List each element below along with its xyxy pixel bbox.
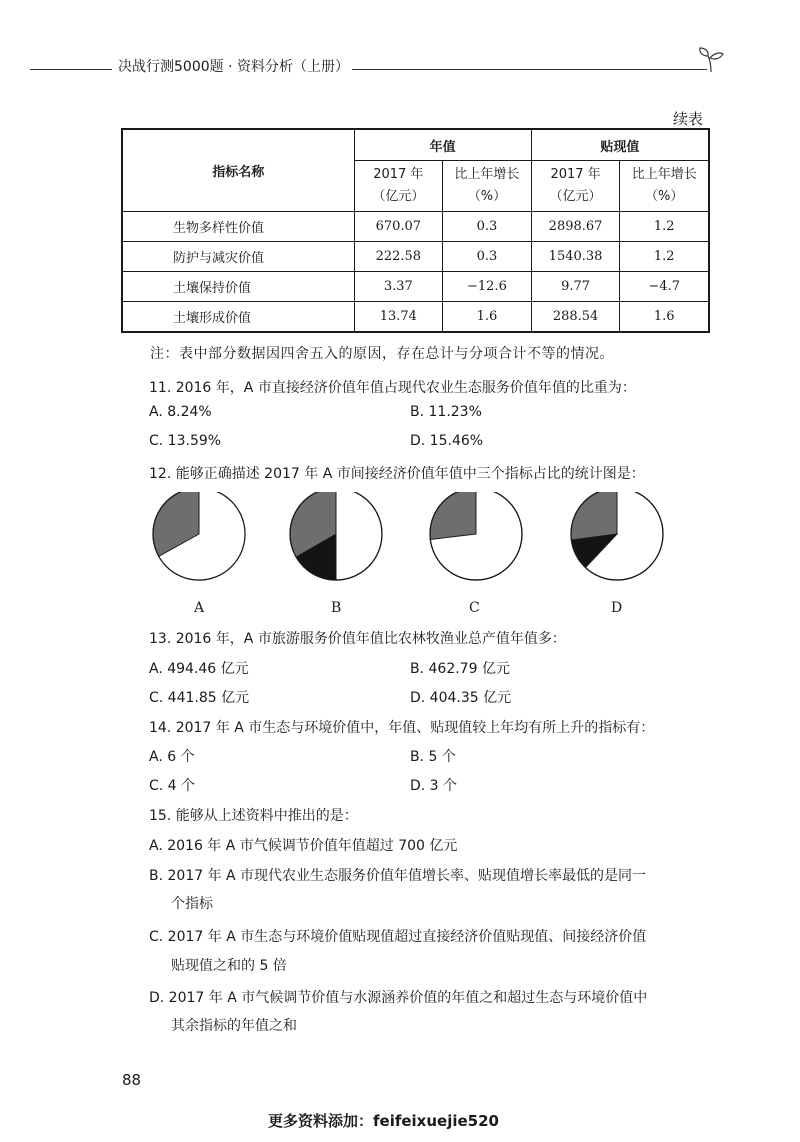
cell-annual: 3.37	[354, 272, 443, 302]
cell-annual-growth: 1.6	[443, 302, 532, 333]
q11-option-c: C. 13.59%	[149, 433, 222, 449]
question-11-stem: 11. 2016 年，A 市直接经济价值年值占现代农业生态服务价值年值的比重为：	[149, 380, 636, 396]
sub-header-annual-growth	[443, 161, 532, 212]
q11-option-a: A. 8.24%	[149, 404, 212, 420]
q14-option-c: C. 4 个	[149, 778, 196, 794]
question-13-stem: 13. 2016 年，A 市旅游服务价值年值比农林牧渔业总产值年值多：	[149, 631, 566, 647]
row-name: 土壤保持价值	[122, 272, 354, 302]
page-header	[0, 52, 800, 92]
cell-disc-growth: 1.6	[620, 302, 709, 333]
q11-option-b: B. 11.23%	[410, 404, 482, 420]
header-rule-right	[352, 69, 707, 70]
pie-label-b: B	[331, 600, 342, 616]
cell-annual: 670.07	[354, 212, 443, 242]
sub-header-pct: （%）	[467, 189, 507, 204]
cell-disc-growth: −4.7	[620, 272, 709, 302]
cell-annual-growth: 0.3	[443, 242, 532, 272]
cell-annual-growth: −12.6	[443, 272, 532, 302]
q13-option-b: B. 462.79 亿元	[410, 661, 510, 677]
q14-option-d: D. 3 个	[410, 778, 458, 794]
pie-label-c: C	[469, 600, 480, 616]
col-group-discounted: 贴现值	[531, 129, 709, 161]
pie-chart-d	[571, 492, 663, 580]
page-number: 88	[122, 1071, 142, 1089]
footer-watermark: 更多资料添加：feifeixuejie520	[268, 1112, 499, 1130]
sub-header-growth: 比上年增长	[454, 167, 520, 182]
pie-label-a: A	[194, 600, 205, 616]
pie-label-d: D	[611, 600, 623, 616]
cell-annual: 13.74	[354, 302, 443, 333]
sub-header-disc-growth	[620, 161, 709, 212]
cell-disc-growth: 1.2	[620, 212, 709, 242]
cell-annual: 222.58	[354, 242, 443, 272]
question-15-stem: 15. 能够从上述资料中推出的是：	[149, 808, 358, 824]
q15-option-d-line1: D. 2017 年 A 市气候调节价值与水源涵养价值的年值之和超过生态与环境价值中	[149, 990, 648, 1006]
question-12-stem: 12. 能够正确描述 2017 年 A 市间接经济价值年值中三个指标占比的统计图是：	[149, 466, 645, 482]
q15-option-d-line2: 其余指标的年值之和	[171, 1018, 297, 1034]
cell-disc: 1540.38	[531, 242, 620, 272]
q13-option-d: D. 404.35 亿元	[410, 690, 512, 706]
table-row	[122, 302, 709, 333]
pie-chart-a	[153, 492, 245, 580]
table-row	[122, 272, 709, 302]
q15-option-a: A. 2016 年 A 市气候调节价值年值超过 700 亿元	[149, 838, 458, 854]
col-header-name: 指标名称	[122, 129, 354, 212]
sub-header-pct: （%）	[645, 189, 684, 204]
book-title: 决战行测5000题 · 资料分析（上册）	[118, 59, 349, 75]
sub-header-unit: （亿元）	[549, 189, 602, 204]
q14-option-b: B. 5 个	[410, 749, 456, 765]
table-row	[122, 242, 709, 272]
row-name: 防护与减灾价值	[122, 242, 354, 272]
row-name: 生物多样性价值	[122, 212, 354, 242]
cell-disc-growth: 1.2	[620, 242, 709, 272]
cell-disc: 288.54	[531, 302, 620, 333]
pie-chart-b	[290, 492, 382, 580]
sub-header-annual-2017	[354, 161, 443, 212]
continued-table-label: 续表	[672, 110, 703, 128]
q13-option-c: C. 441.85 亿元	[149, 690, 250, 706]
cell-disc: 9.77	[531, 272, 620, 302]
cell-disc: 2898.67	[531, 212, 620, 242]
table-row	[122, 212, 709, 242]
col-group-annual: 年值	[354, 129, 531, 161]
data-table	[121, 128, 710, 333]
row-name: 土壤形成价值	[122, 302, 354, 333]
q15-option-c-line2: 贴现值之和的 5 倍	[171, 958, 287, 974]
pie-d-gray-slice	[571, 492, 617, 540]
sub-header-growth: 比上年增长	[631, 167, 697, 182]
pie-c-gray-slice	[430, 492, 476, 540]
header-rule-left	[30, 69, 112, 70]
q15-option-b-line1: B. 2017 年 A 市现代农业生态服务价值年值增长率、贴现值增长率最低的是同一	[149, 868, 647, 884]
q15-option-c-line1: C. 2017 年 A 市生态与环境价值贴现值超过直接经济价值贴现值、间接经济价值	[149, 929, 647, 945]
cell-annual-growth: 0.3	[443, 212, 532, 242]
sprout-icon	[696, 44, 726, 74]
sub-header-year: 2017 年	[550, 167, 601, 182]
table-note: 注：表中部分数据因四舍五入的原因，存在总计与分项合计不等的情况。	[150, 346, 614, 362]
q14-option-a: A. 6 个	[149, 749, 195, 765]
q11-option-d: D. 15.46%	[410, 433, 484, 449]
q15-option-b-line2: 个指标	[171, 896, 213, 912]
sub-header-unit: （亿元）	[372, 189, 425, 204]
sub-header-year: 2017 年	[373, 167, 424, 182]
q13-option-a: A. 494.46 亿元	[149, 661, 249, 677]
sub-header-disc-2017	[531, 161, 620, 212]
pie-chart-c	[430, 492, 522, 580]
question-14-stem: 14. 2017 年 A 市生态与环境价值中，年值、贴现值较上年均有所上升的指标有：	[149, 720, 655, 736]
